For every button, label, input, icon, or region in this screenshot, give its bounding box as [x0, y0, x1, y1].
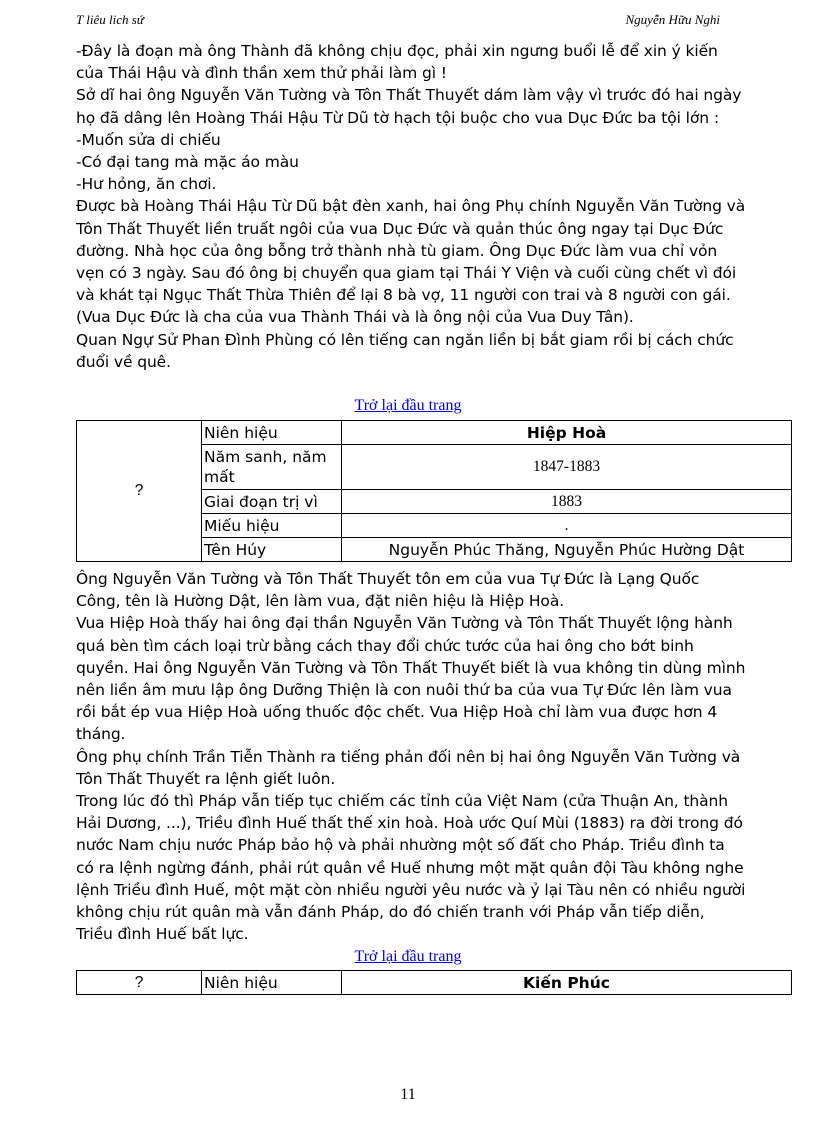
list-item: -Muốn sửa di chiếu — [76, 130, 221, 149]
label-personal-name: Tên Húy — [202, 538, 342, 562]
paragraph: Vua Hiệp Hoà thấy hai ông đại thần Nguyễn Văn Tường và Tôn Thất Thuyết lộng hành quá bèn tìm cách loại trừ bằng cách thay đổi chức tước của hai ông cho bớt binh quyền. Hai ông Nguyễn Văn Tường và Tôn Thất Thuyết biết là vua không tin dùng mình nên liền âm mưu lập ông Dưỡng Thiện là con nuôi thứ ba của vua Tự Đức lên làm vua rồi bắt ép vua Hiệp Hoà uống thuốc độc chết. Vua Hiệp Hoà chỉ làm vua được hơn 4 tháng. — [76, 614, 746, 744]
portrait-placeholder: ? — [77, 971, 202, 995]
paragraph: Ông Nguyễn Văn Tường và Tôn Thất Thuyết tôn em của vua Tự Đức là Lạng Quốc Công, tên là Hường Dật, lên làm vua, đặt niên hiệu là Hiệp Hoà. — [76, 570, 700, 611]
section-hiep-hoa-text — [76, 568, 746, 945]
emperor-info-table-kien-phuc — [76, 970, 792, 995]
value-era-name: Kiến Phúc — [342, 971, 792, 995]
label-era-name: Niên hiệu — [202, 971, 342, 995]
paragraph: Được bà Hoàng Thái Hậu Từ Dũ bật đèn xanh, hai ông Phụ chính Nguyễn Văn Tường và Tôn Thất Thuyết liền truất ngôi của vua Dục Đức và quản thúc ông ngay tại Dục Đức đường. Nhà học của ông bỗng trở thành nhà tù giam. Ông Dục Đức làm vua chỉ vỏn vẹn có 3 ngày. Sau đó ông bị chuyển qua giam tại Thái Y Viện và cuối cùng chết vì đói và khát tại Ngục Thất Thừa Thiên để lại 8 bà vợ, 11 người con trai và 8 người con gái. (Vua Dục Đức là cha của vua Thành Thái và là ông nội của Vua Duy Tân). — [76, 197, 746, 327]
paragraph: Quan Ngự Sử Phan Đình Phùng có lên tiếng can ngăn liền bị bắt giam rồi bị cách chức đuổi về quê. — [76, 330, 734, 371]
label-birth-death: Năm sanh, năm mất — [202, 445, 342, 490]
back-to-top-link[interactable]: Trở lại đầu trang — [354, 397, 462, 414]
portrait-placeholder: ? — [77, 421, 202, 562]
emperor-info-table-hiep-hoa — [76, 420, 792, 562]
value-temple-name: . — [342, 514, 792, 538]
back-to-top-wrapper — [0, 397, 816, 415]
value-era-name: Hiệp Hoà — [342, 421, 792, 445]
list-item: -Có đại tang mà mặc áo màu — [76, 153, 299, 172]
back-to-top-wrapper — [0, 948, 816, 966]
paragraph: Trong lúc đó thì Pháp vẫn tiếp tục chiếm các tỉnh của Việt Nam (cửa Thuận An, thành Hải Dương, ...), Triều đình Huế thất thế xin hoà. Hoà ước Quí Mùi (1883) ra đời trong đó nước Nam chịu nước Pháp bảo hộ và phải nhường một số đất cho Pháp. Triều đình ta có ra lệnh ngừng đánh, phải rút quân về Huế nhưng một mặt quân đội Tàu không nghe lệnh Triều đình Huế, một mặt còn nhiều người yêu nước và ỷ lại Tàu nên có nhiều người không chịu rút quân mà vẫn đánh Pháp, do đó chiến tranh với Pháp vẫn tiếp diễn, Triều đình Huế bất lực. — [76, 792, 746, 944]
label-reign-period: Giai đoạn trị vì — [202, 490, 342, 514]
label-temple-name: Miếu hiệu — [202, 514, 342, 538]
back-to-top-link[interactable]: Trở lại đầu trang — [354, 948, 462, 965]
list-item: -Hư hỏng, ăn chơi. — [76, 175, 217, 194]
value-birth-death: 1847-1883 — [342, 445, 792, 490]
value-reign-period: 1883 — [342, 490, 792, 514]
section-duc-duc-text — [76, 40, 746, 373]
value-personal-name: Nguyễn Phúc Thăng, Nguyễn Phúc Hường Dật — [342, 538, 792, 562]
paragraph: Sở dĩ hai ông Nguyễn Văn Tường và Tôn Thất Thuyết dám làm vậy vì trước đó hai ngày họ đã dâng lên Hoàng Thái Hậu Từ Dũ tờ hạch tội buộc cho vua Dục Đức ba tội lớn : — [76, 86, 742, 127]
paragraph: Ông phụ chính Trần Tiễn Thành ra tiếng phản đối nên bị hai ông Nguyễn Văn Tường và Tôn Thất Thuyết ra lệnh giết luôn. — [76, 747, 741, 788]
label-era-name: Niên hiệu — [202, 421, 342, 445]
header-left-title: T liêu lich sứ — [76, 12, 144, 27]
page-number: 11 — [400, 1086, 416, 1103]
header-author: Nguyễn Hữu Nghi — [625, 12, 720, 27]
paragraph: -Đây là đoạn mà ông Thành đã không chịu đọc, phải xin ngưng buổi lễ để xin ý kiến của Thái Hậu và đình thần xem thử phải làm gì ! — [76, 42, 718, 83]
